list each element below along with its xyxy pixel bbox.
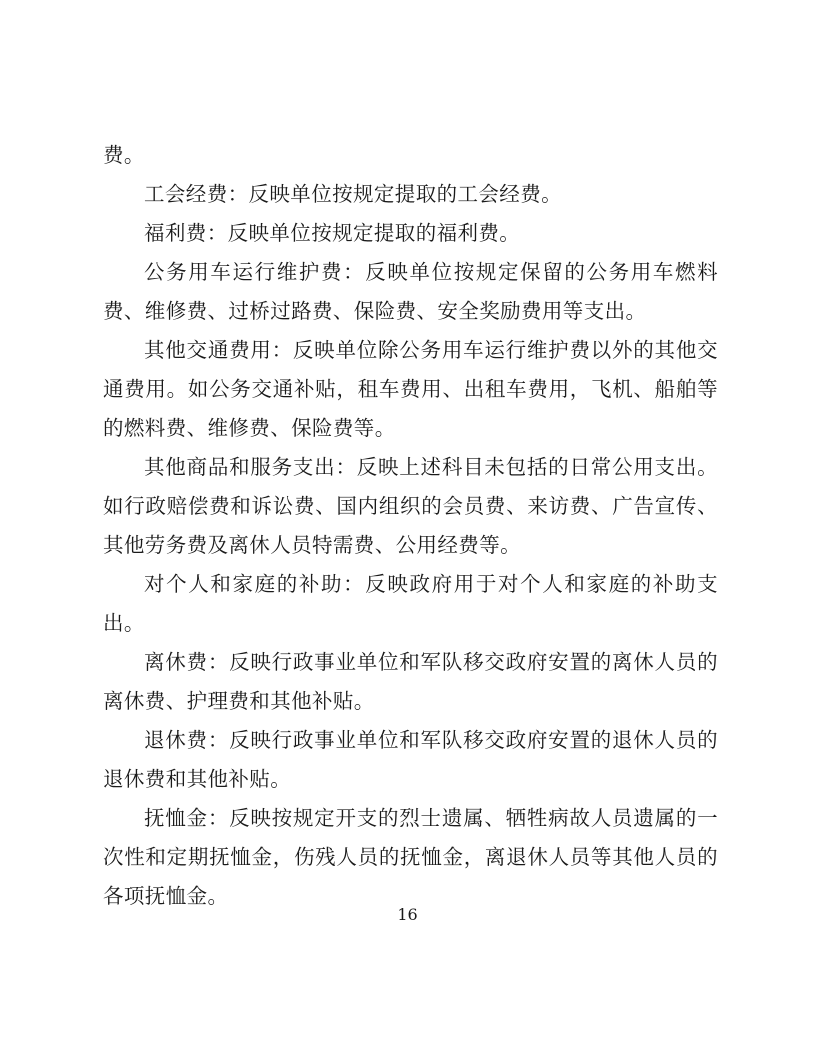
page-number: 16 (397, 905, 418, 924)
paragraph-continuation: 费。 (103, 143, 145, 167)
paragraph-subsidy-individual-family: 对个人和家庭的补助：反映政府用于对个人和家庭的补助支出。 (103, 572, 718, 635)
paragraph-other-goods-services: 其他商品和服务支出：反映上述科目未包括的日常公用支出。如行政赔偿费和诉讼费、国内组织的会员费、来访费、广告宣传、其他劳务费及离休人员特需费、公用经费等。 (103, 455, 718, 557)
document-body (103, 136, 718, 916)
paragraph-welfare-fee: 福利费：反映单位按规定提取的福利费。 (144, 221, 521, 245)
paragraph-retirement: 退休费：反映行政事业单位和军队移交政府安置的退休人员的退休费和其他补贴。 (103, 728, 718, 791)
paragraph-official-vehicle: 公务用车运行维护费：反映单位按规定保留的公务用车燃料费、维修费、过桥过路费、保险费、安全奖励费用等支出。 (103, 260, 718, 323)
paragraph-union-funds: 工会经费：反映单位按规定提取的工会经费。 (144, 182, 562, 206)
paragraph-pension: 抚恤金：反映按规定开支的烈士遗属、牺牲病故人员遗属的一次性和定期抚恤金，伤残人员的抚恤金，离退休人员等其他人员的各项抚恤金。 (103, 806, 718, 908)
paragraph-retirement-veteran: 离休费：反映行政事业单位和军队移交政府安置的离休人员的离休费、护理费和其他补贴。 (103, 650, 718, 713)
paragraph-other-transport: 其他交通费用：反映单位除公务用车运行维护费以外的其他交通费用。如公务交通补贴，租车费用、出租车费用，飞机、船舶等的燃料费、维修费、保险费等。 (103, 338, 718, 440)
